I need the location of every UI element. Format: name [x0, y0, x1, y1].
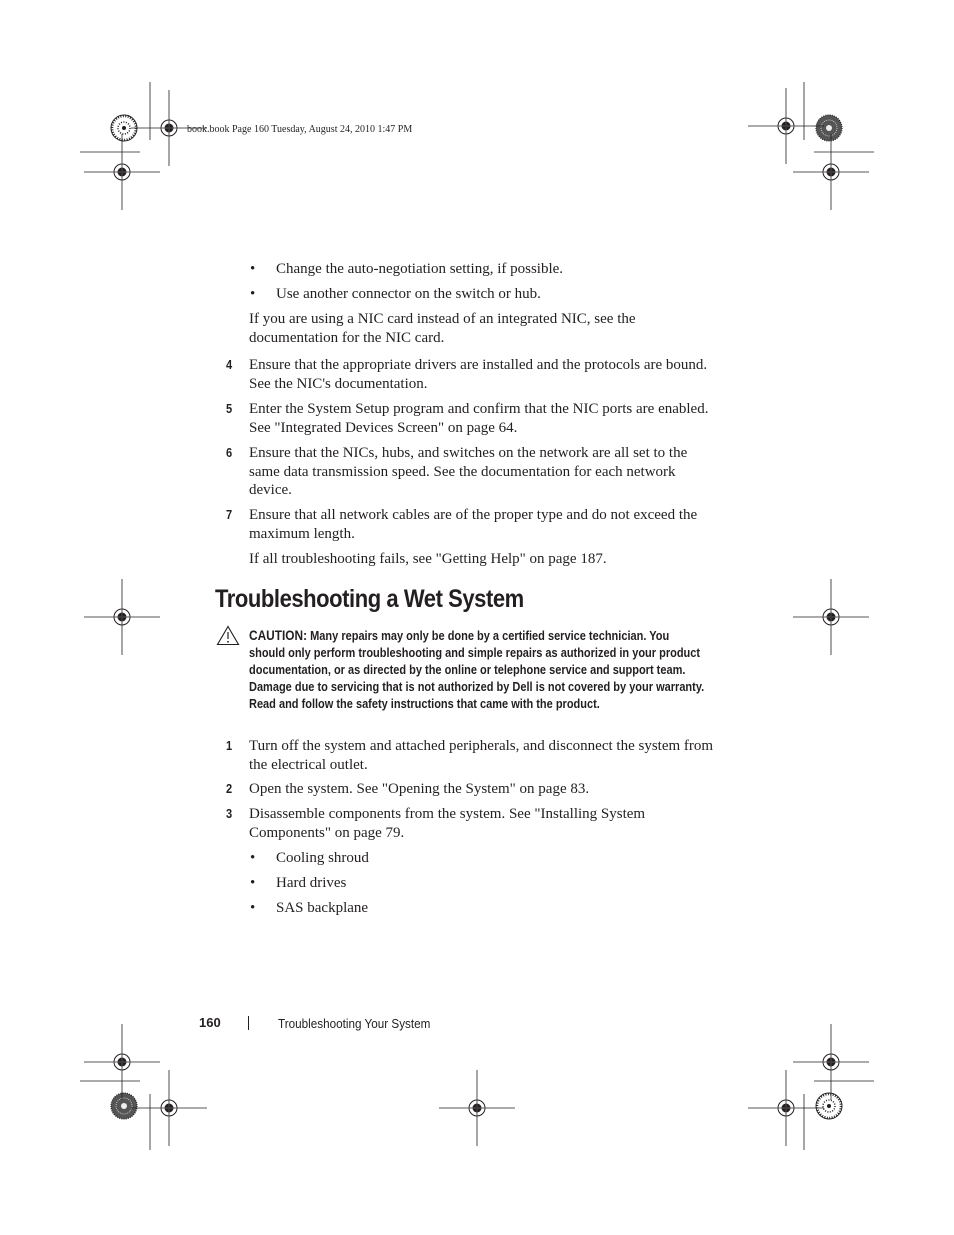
caution-icon — [216, 625, 240, 646]
list-item: Use another connector on the switch or hub. — [276, 286, 541, 302]
section-title: Troubleshooting a Wet System — [215, 585, 524, 613]
bullet-marker: • — [250, 875, 256, 891]
caution-notice — [249, 627, 707, 713]
list-item: SAS backplane — [276, 900, 369, 916]
caution-text: Many repairs may only be done by a certified service technician. You should only perform troubleshooting and simple repairs as authorized in your product documentation, or as directed by the online or telephone service and support team. Damage due to servicing that is not authorized by Dell is not covered by your warranty. Read and follow the safety instructions that came with the product. — [249, 629, 705, 711]
print-header-info: book.book Page 160 Tuesday, August 24, 2010 1:47 PM — [187, 124, 413, 135]
nic-note: If you are using a NIC card instead of an integrated NIC, see the documentation for the NIC card. — [249, 311, 636, 346]
step-text: Ensure that the NICs, hubs, and switches on the network are all set to the same data transmission speed. See the documentation for each network device. — [249, 445, 688, 498]
step-text: Ensure that all network cables are of the proper type and do not exceed the maximum length. — [249, 507, 698, 542]
bullet-marker: • — [250, 900, 256, 916]
step-text: Ensure that the appropriate drivers are installed and the protocols are bound. See the NIC's documentation. — [249, 357, 708, 392]
help-note: If all troubleshooting fails, see "Getting Help" on page 187. — [249, 551, 607, 567]
list-item: Cooling shroud — [276, 850, 369, 866]
footer-chapter-title: Troubleshooting Your System — [278, 1016, 431, 1031]
page-number: 160 — [199, 1015, 221, 1030]
step-number: 5 — [226, 401, 233, 416]
step-text: Enter the System Setup program and confirm that the NIC ports are enabled. See "Integrated Devices Screen" on page 64. — [249, 401, 709, 436]
list-item: Change the auto-negotiation setting, if possible. — [276, 261, 564, 277]
bullet-marker: • — [250, 286, 256, 302]
step-number: 3 — [226, 806, 233, 821]
step-number: 1 — [226, 738, 233, 753]
step-number: 2 — [226, 781, 233, 796]
step-number: 4 — [226, 357, 233, 372]
step-number: 7 — [226, 507, 233, 522]
step-text: Disassemble components from the system. See "Installing System Components" on page 79. — [249, 806, 646, 841]
bullet-marker: • — [250, 850, 256, 866]
step-text: Turn off the system and attached peripherals, and disconnect the system from the electrical outlet. — [249, 738, 714, 773]
step-number: 6 — [226, 445, 233, 460]
step-text: Open the system. See "Opening the System" on page 83. — [249, 781, 590, 797]
list-item: Hard drives — [276, 875, 347, 891]
caution-label: CAUTION: — [249, 628, 308, 643]
footer-divider — [248, 1016, 249, 1030]
bullet-marker: • — [250, 261, 256, 277]
